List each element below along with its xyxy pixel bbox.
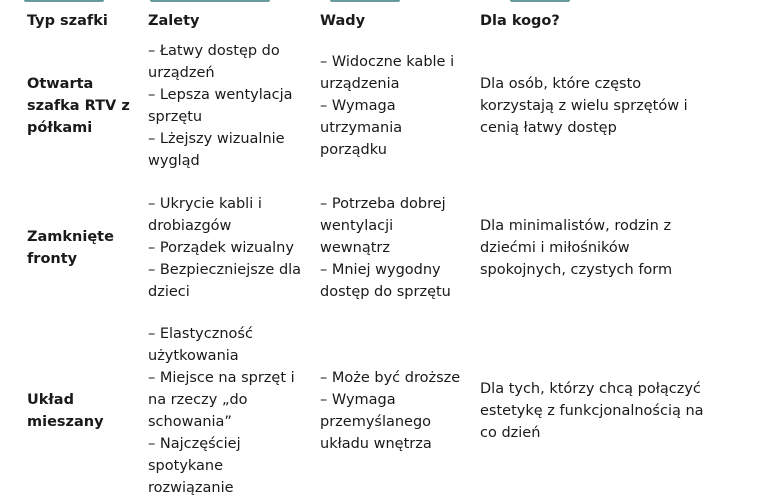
pros-item: – Lepsza wentylacja sprzętu [148,86,293,125]
top-line [330,0,400,2]
pros-item: – Ukrycie kabli i drobiazgów [148,196,262,234]
cons-list [313,323,473,499]
cabinet-type: Układ mieszany [27,392,104,430]
pros-item: – Miejsce na sprzęt i na rzeczy „do schowania” [148,370,295,430]
pros-item: – Bezpieczniejsze dla dzieci [148,262,302,300]
pros-list [141,323,313,499]
pros-list [141,38,313,173]
cons-item: – Potrzeba dobrej wentylacji wewnątrz [320,196,446,256]
audience-text: Dla tych, którzy chcą połączyć estetykę z funkcjonalnością na co dzień [480,381,704,441]
top-line [510,0,570,2]
table-row [20,38,720,173]
header-audience: Dla kogo? [480,13,560,29]
table-header-row [20,10,720,38]
top-decoration [0,0,757,3]
pros-item: – Lżejszy wizualnie wygląd [148,130,285,169]
cons-item: – Mniej wygodny dostęp do sprzętu [320,262,451,300]
pros-item: – Najczęściej spotykane rozwiązanie [148,436,241,496]
cons-item: – Widoczne kable i urządzenia [320,53,455,92]
cons-item: – Może być droższe [320,370,461,386]
cons-list [313,38,473,173]
header-type: Typ szafki [27,13,108,29]
table-row [20,323,720,499]
table-row [20,173,720,323]
cons-list [313,173,473,323]
pros-item: – Łatwy dostęp do urządzeń [148,42,280,81]
pros-item: – Elastyczność użytkowania [148,326,253,364]
header-pros: Zalety [148,13,200,29]
cons-item: – Wymaga utrzymania porządku [320,97,403,158]
top-line [150,0,270,2]
cons-item: – Wymaga przemyślanego układu wnętrza [320,392,432,452]
cabinet-type: Otwarta szafka RTV z półkami [27,75,130,136]
pros-list [141,173,313,323]
cabinet-type: Zamknięte fronty [27,229,114,267]
audience-text: Dla osób, które często korzystają z wielu sprzętów i cenią łatwy dostęp [480,75,688,136]
pros-item: – Porządek wizualny [148,240,294,256]
top-line [24,0,104,2]
header-cons: Wady [320,13,366,29]
audience-text: Dla minimalistów, rodzin z dziećmi i miłośników spokojnych, czystych form [480,218,673,278]
comparison-table [20,10,720,499]
